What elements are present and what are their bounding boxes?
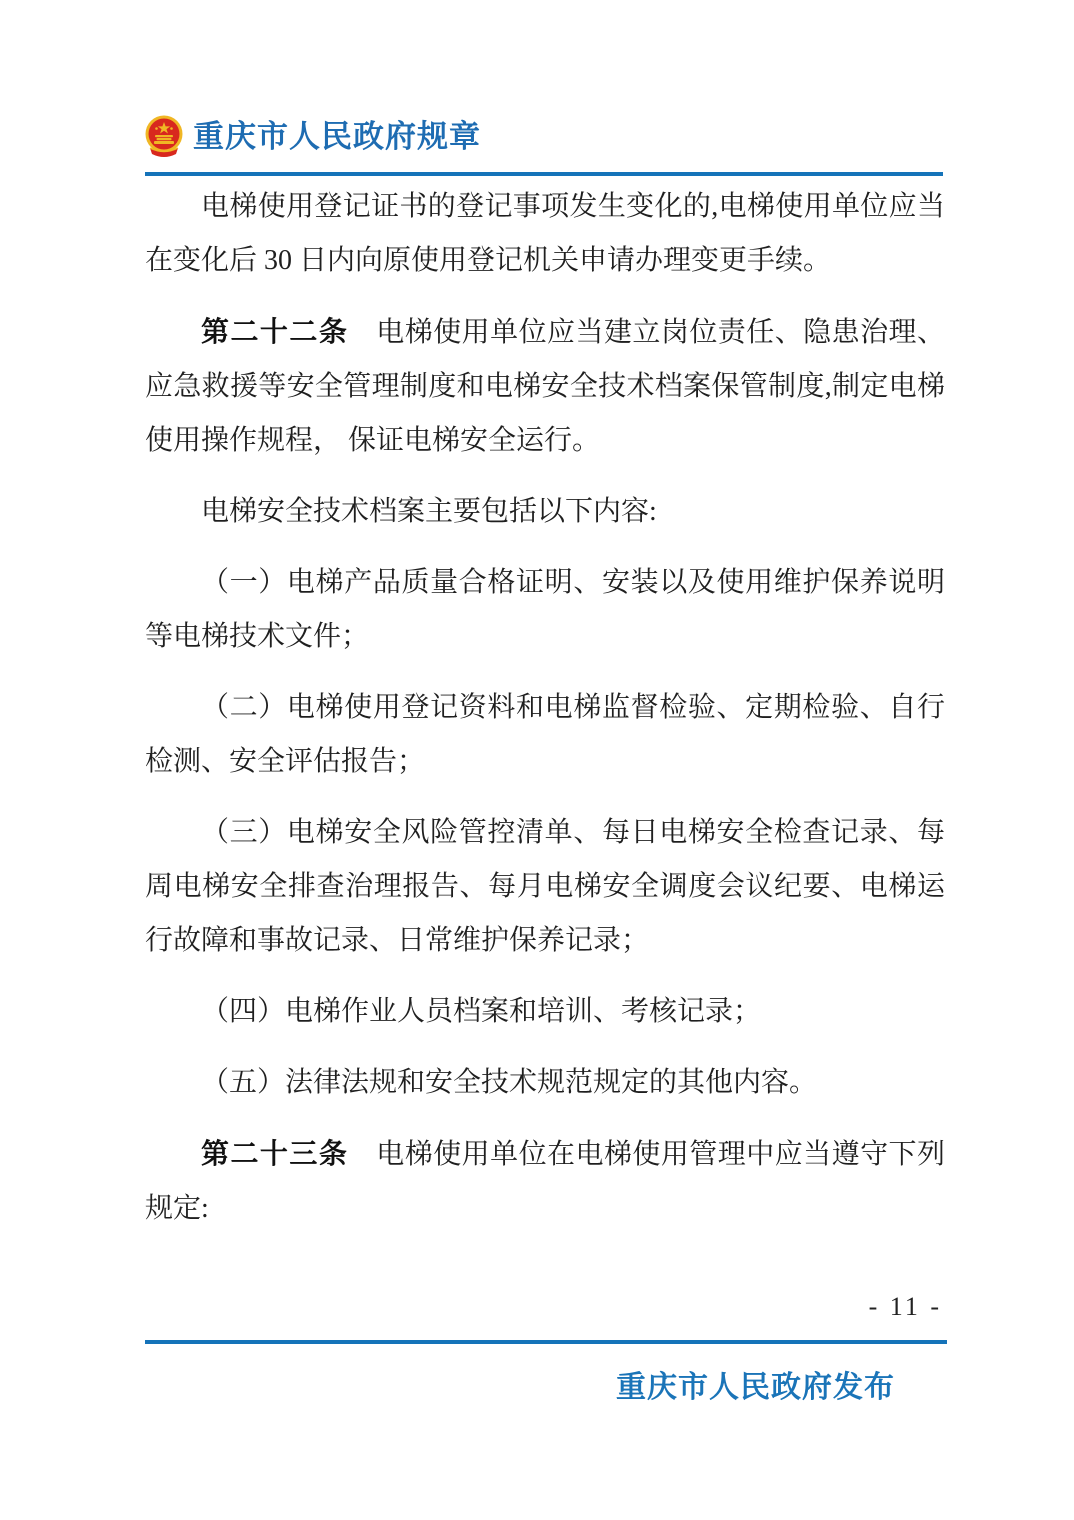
paragraph-text: 电梯使用单位在电梯使用管理中应当遵守下列规定:	[145, 1139, 945, 1224]
list-item	[145, 985, 945, 1039]
paragraph-text: 电梯使用单位应当建立岗位责任、隐患治理、应急救援等安全管理制度和电梯安全技术档案保管制度,制定电梯使用操作规程， 保证电梯安全运行。	[145, 317, 945, 456]
national-emblem-icon	[144, 114, 184, 160]
list-item	[145, 681, 945, 789]
paragraph-text: （三）电梯安全风险管控清单、每日电梯安全检查记录、每周电梯安全排查治理报告、每月电梯安全调度会议纪要、电梯运行故障和事故记录、日常维护保养记录；	[145, 817, 945, 956]
article-number: 第二十三条	[201, 1138, 349, 1169]
list-item	[145, 556, 945, 664]
paragraph	[145, 485, 945, 539]
page-number: - 11 -	[868, 1292, 942, 1321]
header-title: 重庆市人民政府规章	[193, 119, 481, 154]
paragraph-text: 电梯使用登记证书的登记事项发生变化的,电梯使用单位应当在变化后 30 日内向原使用登记机关申请办理变更手续。	[145, 191, 945, 276]
article-paragraph	[145, 1127, 945, 1236]
list-item	[145, 1056, 945, 1110]
header-rule	[145, 172, 943, 176]
footer-rule	[145, 1340, 947, 1344]
page-header	[144, 114, 481, 160]
article-paragraph	[145, 305, 945, 468]
publisher-label: 重庆市人民政府发布	[616, 1371, 895, 1404]
paragraph-text: （四）电梯作业人员档案和培训、考核记录；	[201, 996, 762, 1027]
list-item	[145, 806, 945, 968]
article-number: 第二十二条	[201, 316, 349, 347]
paragraph	[145, 180, 945, 288]
document-body	[145, 180, 945, 1236]
paragraph-text: （五）法律法规和安全技术规范规定的其他内容。	[201, 1067, 818, 1098]
paragraph-text: （一）电梯产品质量合格证明、安装以及使用维护保养说明等电梯技术文件；	[145, 567, 945, 652]
paragraph-text: （二）电梯使用登记资料和电梯监督检验、定期检验、自行检测、安全评估报告；	[145, 692, 945, 777]
paragraph-text: 电梯安全技术档案主要包括以下内容:	[201, 496, 657, 527]
